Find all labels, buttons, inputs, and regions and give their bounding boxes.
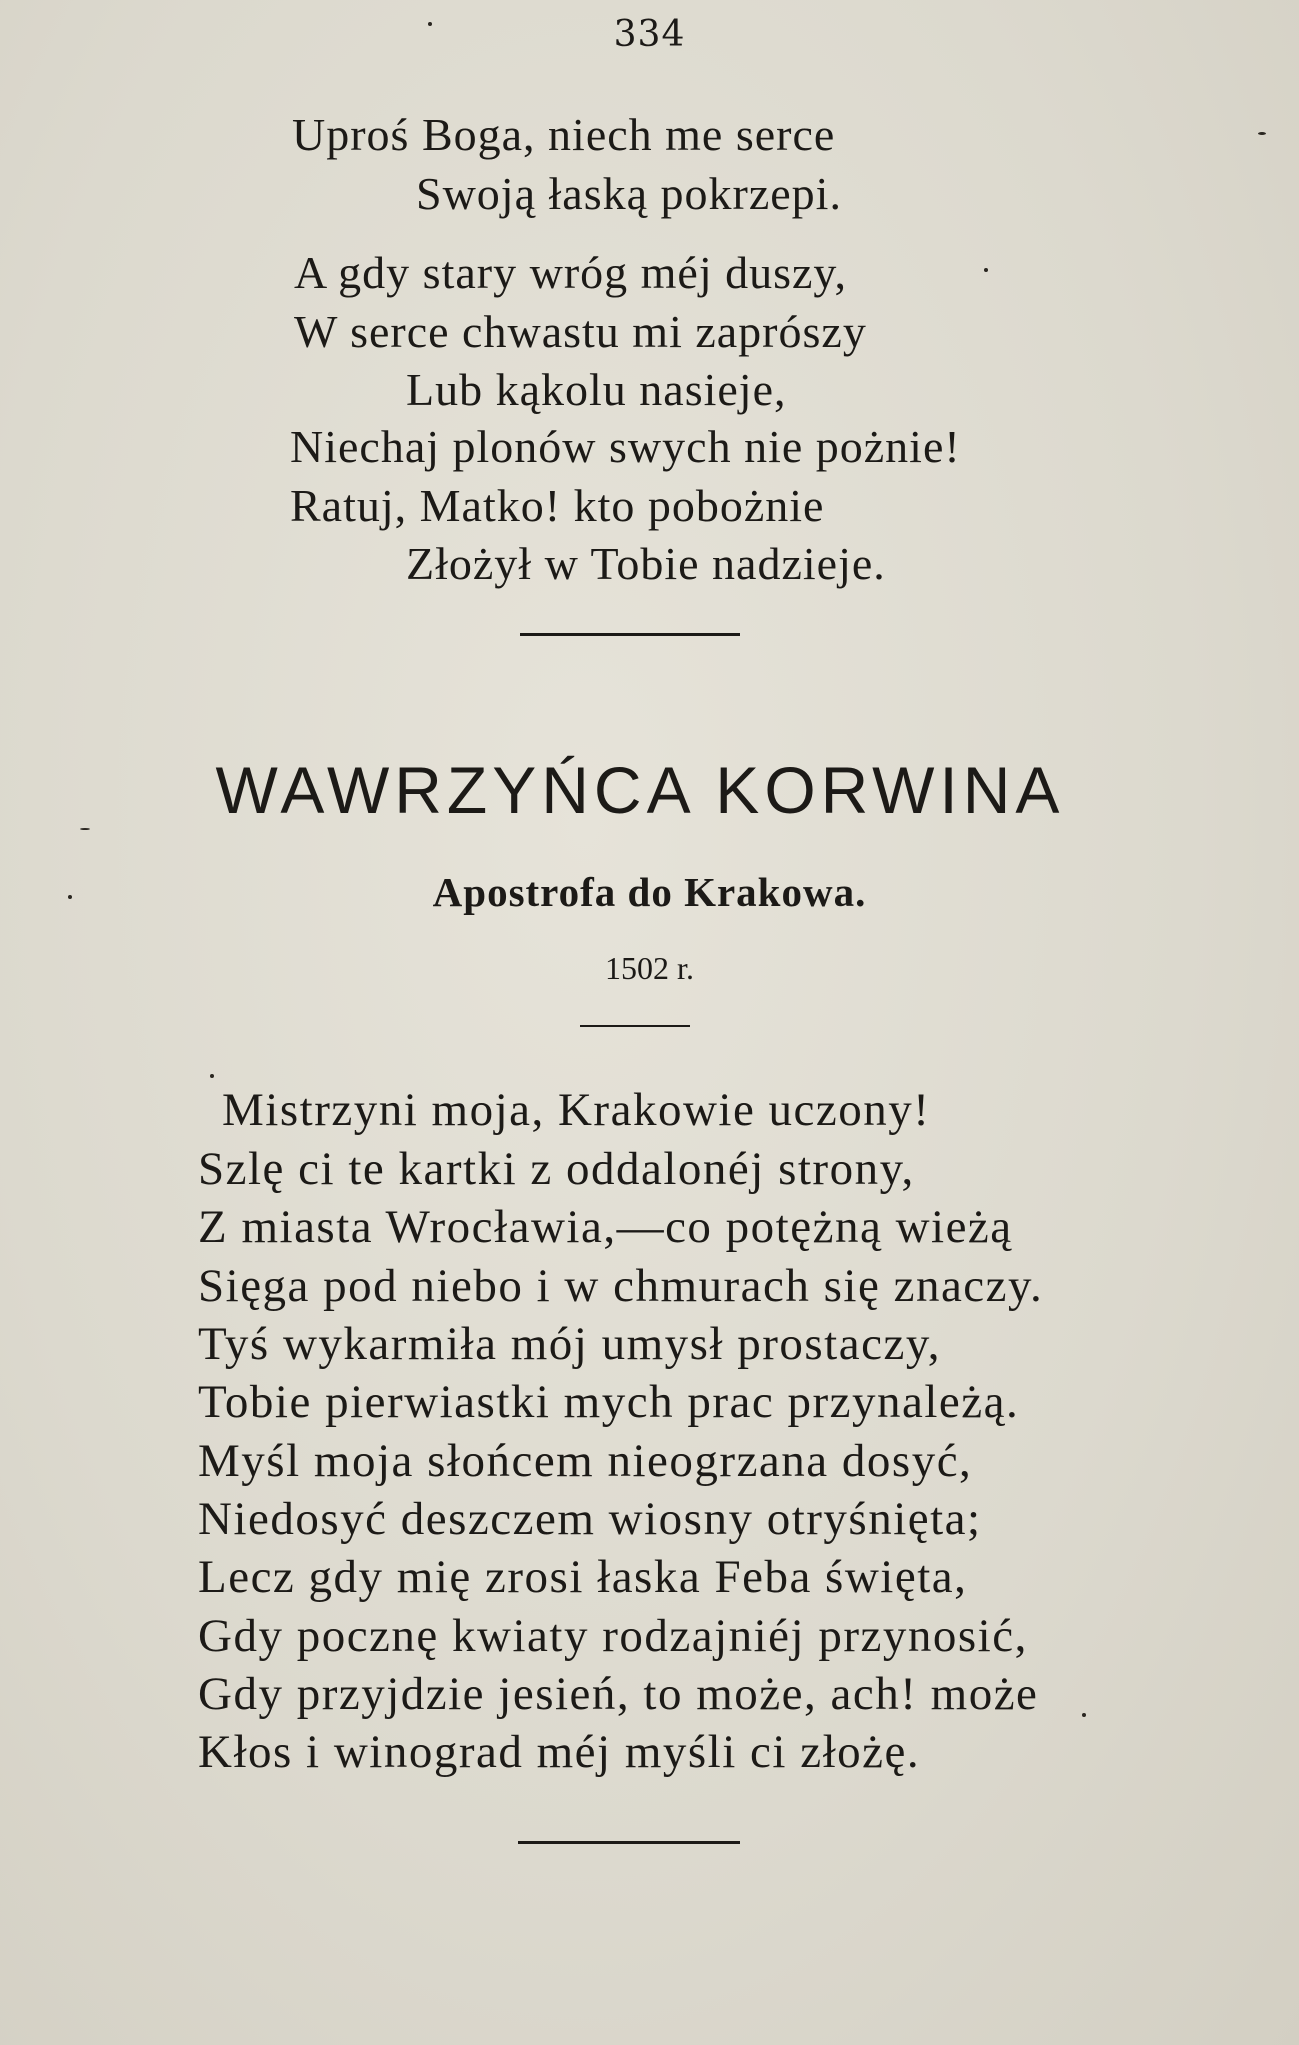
poem-year: 1502 r. bbox=[605, 950, 694, 986]
poem-line: A gdy stary wróg méj duszy, bbox=[294, 247, 847, 298]
title-divider bbox=[580, 1025, 690, 1027]
poem-line: Lub kąkolu nasieje, bbox=[406, 364, 787, 415]
poem-line: Myśl moja słońcem nieogrzana dosyć, bbox=[198, 1435, 973, 1487]
end-divider bbox=[518, 1841, 740, 1844]
poem-line: Mistrzyni moja, Krakowie uczony! bbox=[222, 1084, 931, 1136]
poem-line: W serce chwastu mi zaprószy bbox=[294, 306, 867, 357]
poem-line: Uproś Boga, niech me serce bbox=[292, 109, 836, 160]
paper-speck bbox=[210, 1074, 214, 1078]
poem-line: Kłos i winograd méj myśli ci złożę. bbox=[198, 1726, 921, 1778]
poem-line: Niechaj plonów swych nie pożnie! bbox=[290, 421, 961, 472]
paper-speck bbox=[984, 268, 988, 272]
poem-line: Gdy pocznę kwiaty rodzajniéj przynosić, bbox=[198, 1610, 1028, 1662]
poem-line: Złożył w Tobie nadzieje. bbox=[406, 538, 886, 589]
poem-line: Sięga pod niebo i w chmurach się znaczy. bbox=[198, 1260, 1044, 1312]
poem-line: Szlę ci te kartki z oddalonéj strony, bbox=[198, 1143, 915, 1195]
poem-line: Tyś wykarmiła mój umysł prostaczy, bbox=[198, 1318, 942, 1370]
poem-title: Apostrofa do Krakowa. bbox=[432, 869, 867, 915]
poem-line: Ratuj, Matko! kto pobożnie bbox=[290, 480, 825, 531]
author-heading: WAWRZYŃCA KORWINA bbox=[215, 753, 1065, 827]
paper-speck bbox=[1258, 132, 1266, 135]
paper-speck bbox=[68, 895, 72, 899]
section-divider bbox=[520, 633, 740, 636]
poem-line: Lecz gdy mię zrosi łaska Feba święta, bbox=[198, 1551, 968, 1603]
poem-line: Gdy przyjdzie jesień, to może, ach! może bbox=[198, 1668, 1039, 1720]
poem-line: Niedosyć deszczem wiosny otryśnięta; bbox=[198, 1493, 982, 1545]
poem-line: Swoją łaską pokrzepi. bbox=[416, 168, 842, 219]
paper-speck bbox=[80, 828, 90, 830]
paper-speck bbox=[428, 22, 432, 26]
paper-speck bbox=[1082, 1713, 1086, 1717]
poem-line: Z miasta Wrocławia,—co potężną wieżą bbox=[198, 1201, 1013, 1253]
poem-line: Tobie pierwiastki mych prac przynależą. bbox=[198, 1376, 1020, 1428]
page-number: 334 bbox=[613, 14, 686, 55]
